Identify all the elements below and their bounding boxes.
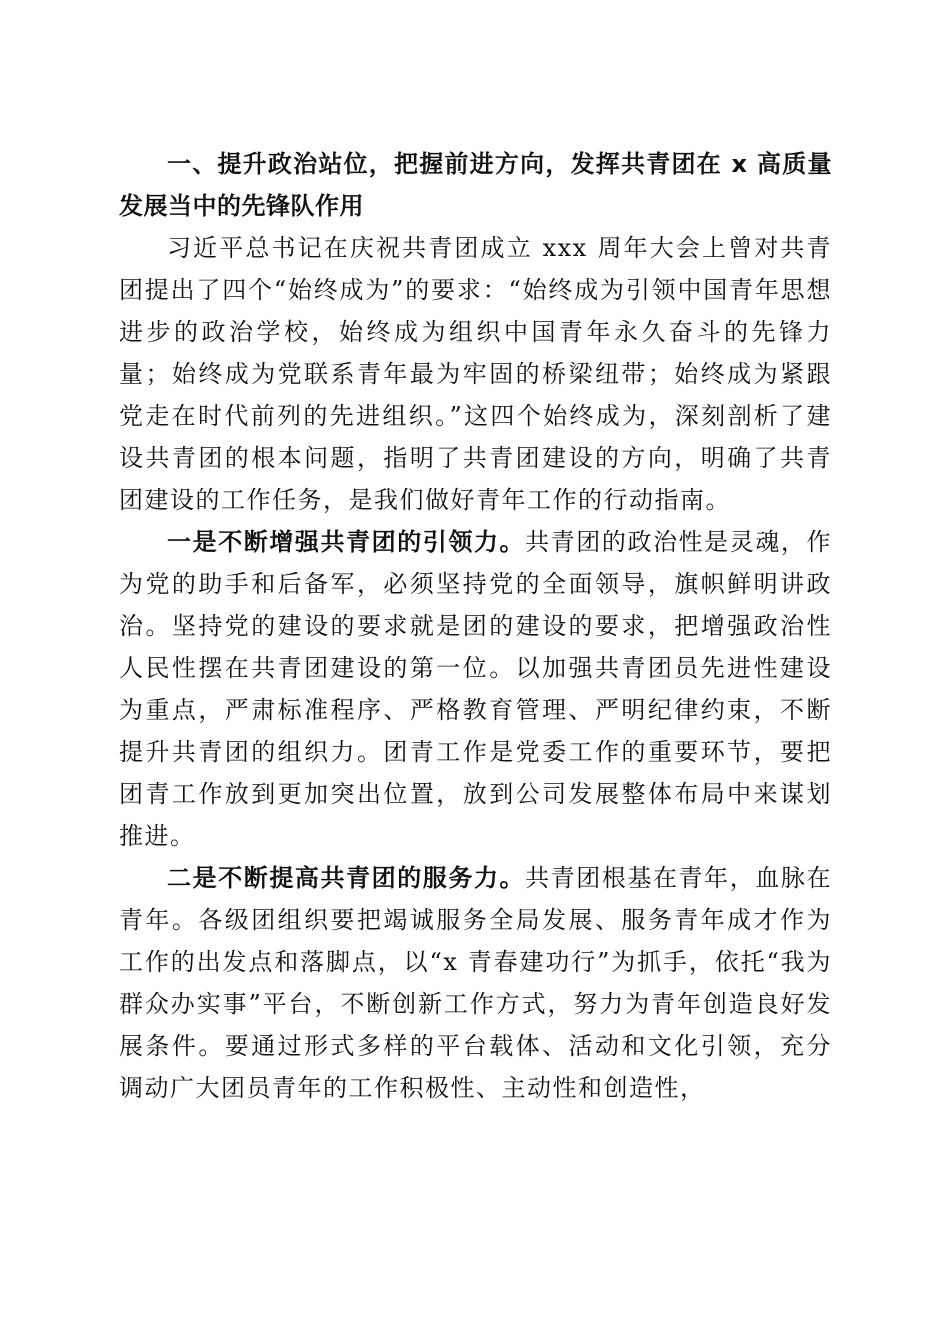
paragraph-point-two (119, 857, 832, 1109)
paragraph-text: 习近平总书记在庆祝共青团成立 xxx 周年大会上曾对共青团提出了四个“始终成为”的要求：“始终成为引领中国青年思想进步的政治学校，始终成为组织中国青年永久奋斗的先锋力量；始终成为党联系青年最为牢固的桥梁纽带；始终成为紧跟党走在时代前列的先进组织。”这四个始终成为，深刻剖析了建设共青团的根本问题，指明了共青团建设的方向，明确了共青团建设的工作任务，是我们做好青年工作的行动指南。 (119, 234, 832, 514)
paragraph-point-one (119, 521, 832, 857)
paragraph-intro (119, 227, 832, 521)
paragraph-lead: 二是不断提高共青团的服务力。 (167, 863, 526, 892)
paragraph-lead: 一是不断增强共青团的引领力。 (167, 527, 526, 556)
document-body (119, 143, 832, 1109)
section-heading: 一、提升政治站位，把握前进方向，发挥共青团在 x 高质量发展当中的先锋队作用 (119, 150, 832, 220)
paragraph-text: 共青团根基在青年，血脉在青年。各级团组织要把竭诚服务全局发展、服务青年成才作为工作的出发点和落脚点，以“x 青春建功行”为抓手，依托“我为群众办实事”平台，不断创新工作方式，努力为青年创造良好发展条件。要通过形式多样的平台载体、活动和文化引领，充分调动广大团员青年的工作积极性、主动性和创造性， (119, 864, 833, 1102)
paragraph-text: 共青团的政治性是灵魂，作为党的助手和后备军，必须坚持党的全面领导，旗帜鲜明讲政治。坚持党的建设的要求就是团的建设的要求，把增强政治性人民性摆在共青团建设的第一位。以加强共青团员先进性建设为重点，严肃标准程序、严格教育管理、严明纪律约束，不断提升共青团的组织力。团青工作是党委工作的重要环节，要把团青工作放到更加突出位置，放到公司发展整体布局中来谋划推进。 (119, 528, 833, 850)
